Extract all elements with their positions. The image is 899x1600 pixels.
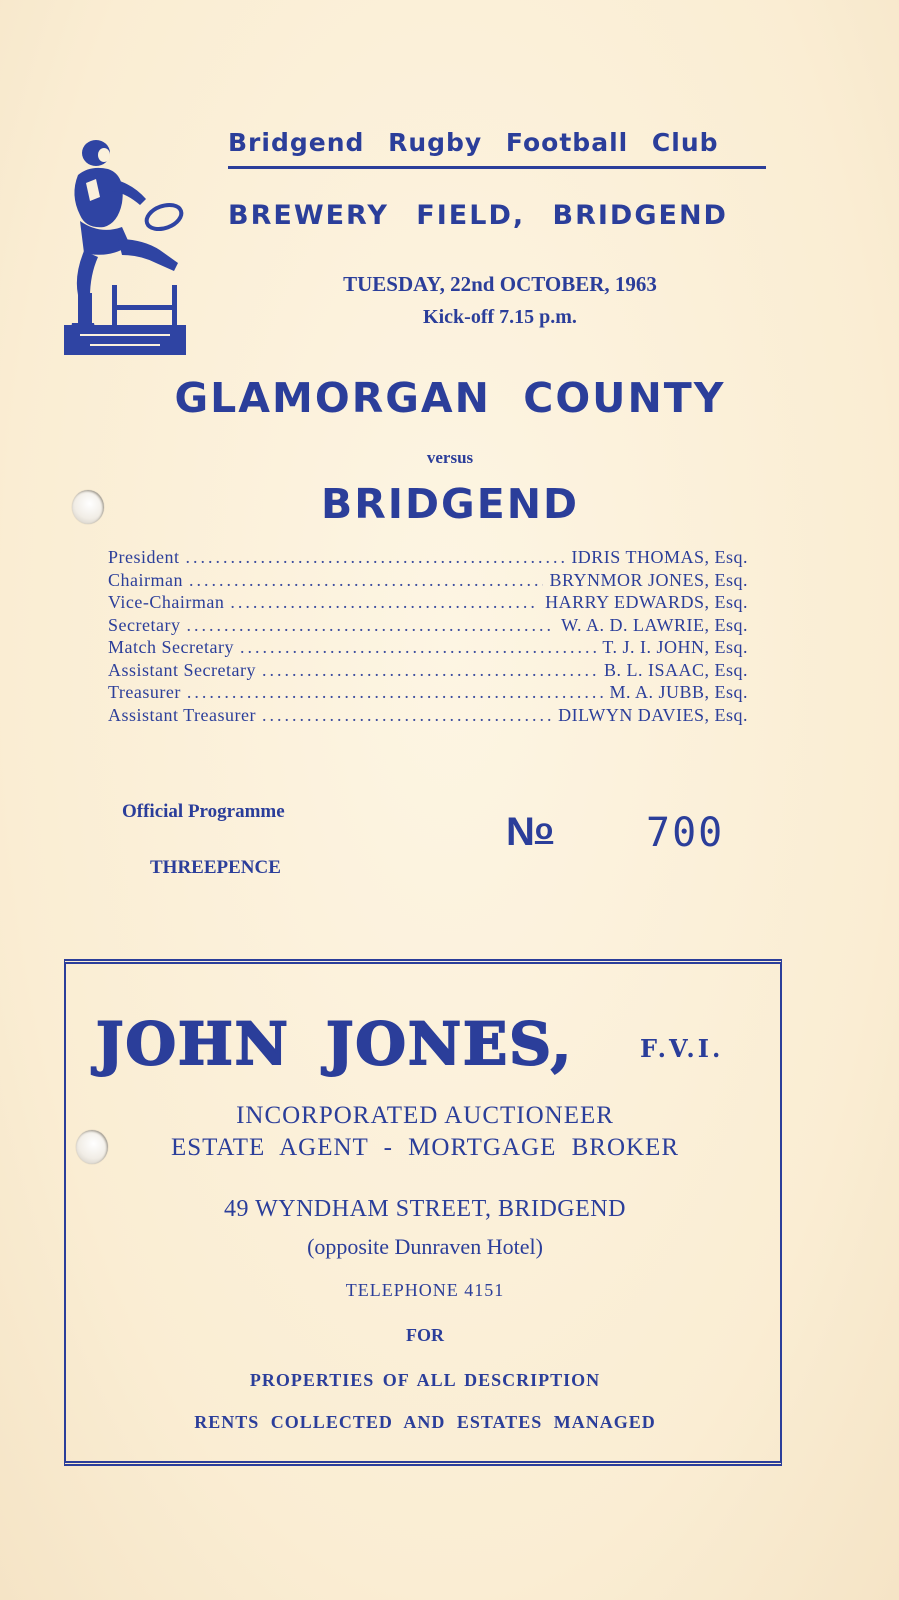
officer-row [108, 660, 748, 683]
advert-line-2: ESTATE AGENT - MORTGAGE BROKER [170, 1134, 680, 1161]
officer-name: M. A. JUBB, Esq. [609, 682, 748, 702]
club-underline [228, 166, 766, 169]
programme-title: Official Programme [122, 801, 285, 822]
leader-dots [186, 615, 555, 636]
advertiser-qualifications: F.V.I. [640, 1034, 724, 1063]
officer-row [108, 705, 748, 728]
officer-name: T. J. I. JOHN, Esq. [602, 637, 748, 657]
officer-row [108, 592, 748, 615]
officer-role: Secretary [108, 614, 181, 635]
officer-row [108, 570, 748, 593]
officer-role: Match Secretary [108, 637, 234, 657]
officer-name: BRYNMOR JONES, Esq. [549, 569, 748, 590]
programme-price: THREEPENCE [150, 857, 281, 878]
programme-number: 700 [646, 810, 725, 856]
advert-properties: PROPERTIES OF ALL DESCRIPTION [249, 1370, 601, 1390]
leader-dots [186, 547, 566, 568]
officer-row [108, 682, 748, 705]
officer-role: Assistant Secretary [108, 659, 256, 680]
officer-name: W. A. D. LAWRIE, Esq. [561, 614, 748, 635]
leader-dots [187, 682, 604, 703]
punched-hole-icon [72, 490, 104, 524]
home-team: GLAMORGAN COUNTY [174, 374, 726, 422]
officer-row [108, 615, 748, 638]
advertiser-name: JOHN JONES, [96, 1010, 574, 1078]
versus-label: versus [426, 448, 474, 467]
away-team: BRIDGEND [320, 480, 580, 528]
ground-name: BREWERY FIELD, BRIDGEND [228, 200, 728, 231]
officer-role: President [108, 547, 180, 567]
advert-rents: RENTS COLLECTED AND ESTATES MANAGED [194, 1412, 656, 1432]
advert-line-1: INCORPORATED AUCTIONEER [236, 1102, 614, 1129]
number-sign [506, 810, 553, 855]
advert-address: 49 WYNDHAM STREET, BRIDGEND [224, 1196, 626, 1222]
advert-telephone: TELEPHONE 4151 [345, 1280, 505, 1300]
club-name: Bridgend Rugby Football Club [228, 128, 719, 157]
rugby-player-logo-icon [60, 135, 190, 360]
leader-dots [262, 705, 552, 726]
kickoff-time: Kick-off 7.15 p.m. [423, 306, 577, 328]
officer-role: Assistant Treasurer [108, 704, 256, 725]
officer-row [108, 547, 748, 570]
leader-dots [189, 570, 543, 591]
officer-name: DILWYN DAVIES, Esq. [558, 704, 748, 725]
advert-location-note: (opposite Dunraven Hotel) [307, 1234, 543, 1259]
officer-role: Vice-Chairman [108, 592, 225, 612]
match-date: TUESDAY, 22nd OCTOBER, 1963 [343, 272, 657, 296]
leader-dots [262, 660, 598, 681]
officer-name: IDRIS THOMAS, Esq. [571, 547, 748, 567]
leader-dots [230, 592, 539, 613]
leader-dots [240, 637, 596, 658]
officer-role: Chairman [108, 569, 183, 590]
officer-name: HARRY EDWARDS, Esq. [545, 592, 748, 612]
officer-row [108, 637, 748, 660]
officers-list [108, 547, 748, 727]
number-sign-o: o [534, 813, 554, 846]
advert-for: FOR [406, 1325, 444, 1345]
number-sign-n: N [506, 810, 535, 854]
officer-name: B. L. ISAAC, Esq. [603, 659, 748, 680]
officer-role: Treasurer [108, 682, 181, 702]
